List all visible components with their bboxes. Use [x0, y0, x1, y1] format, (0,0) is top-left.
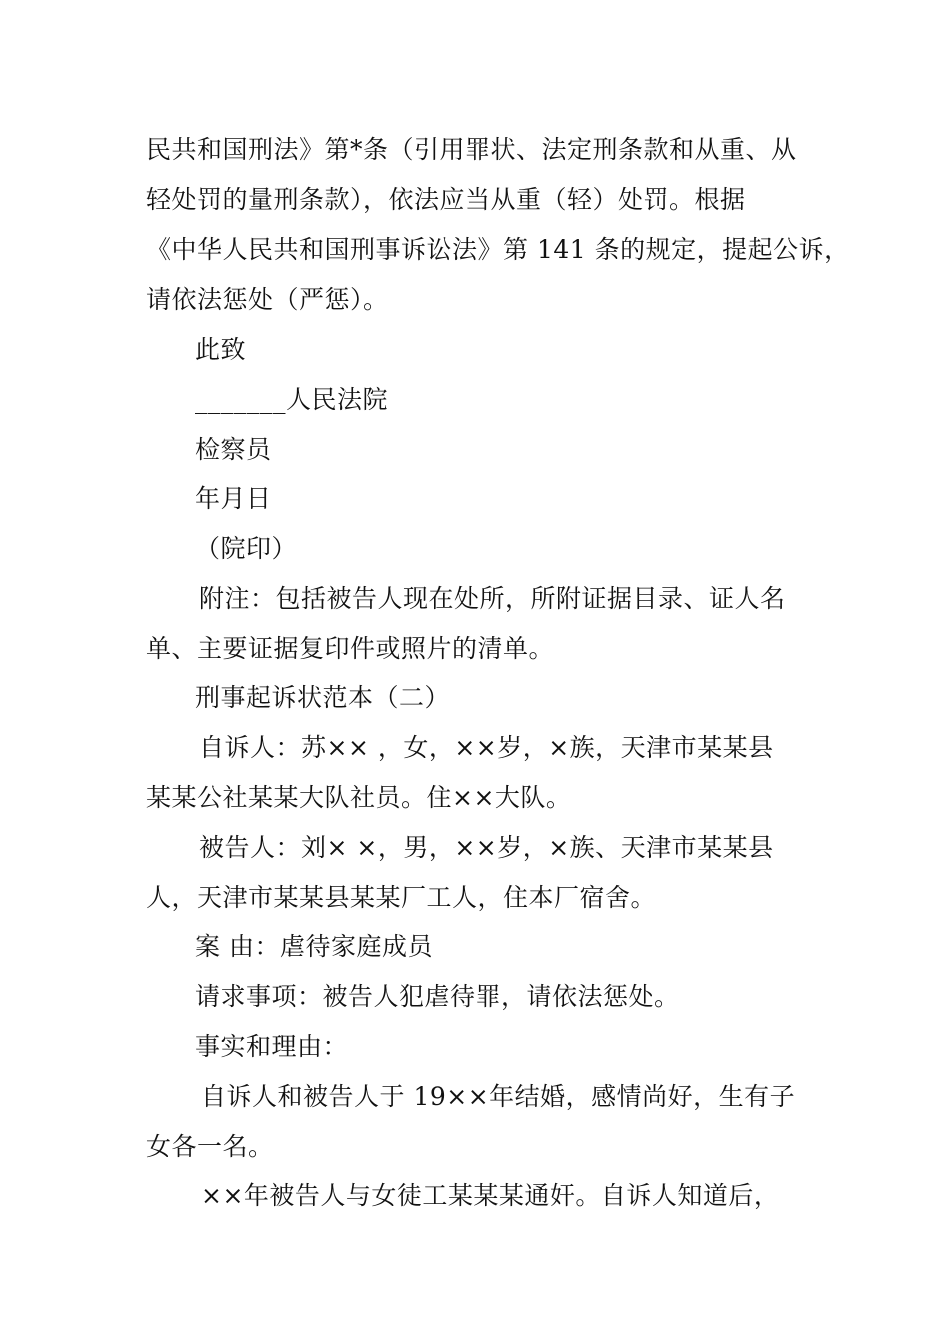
body-text-line: 民共和国刑法》第*条（引用罪状、法定刑条款和从重、从	[146, 135, 797, 164]
facts-paragraph: 自诉人和被告人于 19××年结婚，感情尚好，生有子	[201, 1082, 796, 1111]
facts-heading: 事实和理由：	[195, 1032, 349, 1061]
court-addressee: _______人民法院	[195, 385, 389, 414]
facts-paragraph: ××年被告人与女徒工某某某通奸。自诉人知道后，	[201, 1181, 780, 1210]
defendant-info-continued: 人，天津市某某县某某厂工人，住本厂宿舍。	[146, 883, 657, 912]
date-line: 年月日	[195, 484, 272, 513]
defendant-info: 被告人：刘× ×，男，××岁，×族、天津市某某县	[199, 833, 774, 862]
claim-items: 请求事项：被告人犯虐待罪，请依法惩处。	[195, 982, 680, 1011]
body-text-line: 请依法惩处（严惩）。	[146, 285, 389, 314]
plaintiff-info: 自诉人：苏×× ，女，××岁，×族，天津市某某县	[199, 733, 774, 762]
facts-paragraph-continued: 女各一名。	[146, 1132, 274, 1161]
body-text-line: 《中华人民共和国刑事诉讼法》第 141 条的规定，提起公诉，	[146, 235, 850, 264]
section-heading: 刑事起诉状范本（二）	[195, 683, 451, 712]
body-text-line: 轻处罚的量刑条款），依法应当从重（轻）处罚。根据	[146, 185, 746, 214]
seal-note: （院印）	[195, 534, 298, 563]
prosecutor-signature: 检察员	[195, 435, 272, 464]
appendix-note-continued: 单、主要证据复印件或照片的清单。	[146, 634, 555, 663]
appendix-note: 附注：包括被告人现在处所，所附证据目录、证人名	[199, 584, 786, 613]
salutation: 此致	[195, 335, 247, 364]
case-cause: 案 由：虐待家庭成员	[195, 932, 433, 961]
plaintiff-info-continued: 某某公社某某大队社员。住××大队。	[146, 783, 572, 812]
